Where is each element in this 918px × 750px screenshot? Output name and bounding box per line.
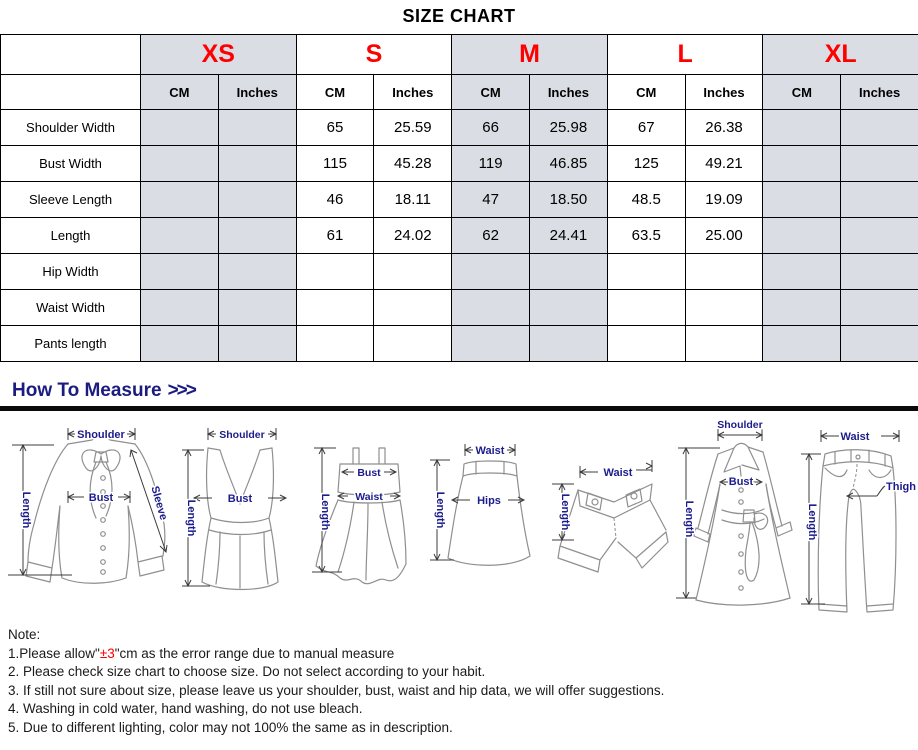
label-bust: Bust: [88, 492, 114, 504]
label-length: Length: [20, 491, 32, 529]
unit-header: Inches: [530, 75, 608, 110]
note-line-1: 1.Please allow"±3"cm as the error range due to manual measure: [8, 645, 395, 661]
cell: [218, 182, 296, 218]
cell: [841, 326, 918, 362]
how-to-measure-heading: [12, 380, 918, 402]
cell: [685, 326, 763, 362]
unit-header: Inches: [685, 75, 763, 110]
size-col-header-xl: XL: [763, 35, 918, 75]
cell: 19.09: [685, 182, 763, 218]
cell: [763, 218, 841, 254]
cell: [218, 146, 296, 182]
cell: [141, 182, 219, 218]
row-label: Hip Width: [1, 254, 141, 290]
cell: 125: [607, 146, 685, 182]
row-label: Length: [1, 218, 141, 254]
cell: [841, 182, 918, 218]
cell: 48.5: [607, 182, 685, 218]
label-length: Length: [683, 500, 695, 538]
corner-cell: [1, 75, 141, 110]
shorts-drawing: [540, 420, 670, 616]
label-waist: Waist: [355, 491, 383, 503]
row-label: Shoulder Width: [1, 110, 141, 146]
size-chart-table: [0, 34, 918, 362]
divider-line: [0, 406, 918, 411]
chevron-right-icon: >>>: [167, 380, 195, 401]
cell: [685, 254, 763, 290]
cell: [530, 326, 608, 362]
size-col-header-m: M: [452, 35, 608, 75]
label-hips: Hips: [477, 495, 501, 507]
cell: [607, 290, 685, 326]
cell: 67: [607, 110, 685, 146]
label-waist: Waist: [603, 467, 633, 479]
unit-header-row: [1, 75, 918, 110]
figure-blouse: [6, 420, 178, 621]
label-length: Length: [185, 499, 197, 537]
unit-header: CM: [141, 75, 219, 110]
cell: 61: [296, 218, 374, 254]
notes-heading: Note:: [8, 627, 41, 642]
cell: [374, 326, 452, 362]
coat-drawing: [660, 414, 800, 619]
cell: 25.98: [530, 110, 608, 146]
unit-header: Inches: [841, 75, 918, 110]
cell: 25.00: [685, 218, 763, 254]
unit-header: CM: [452, 75, 530, 110]
cell: 119: [452, 146, 530, 182]
cell: [607, 326, 685, 362]
label-shoulder: Shoulder: [77, 429, 125, 441]
cell: 18.11: [374, 182, 452, 218]
cell: 24.41: [530, 218, 608, 254]
cell: 24.02: [374, 218, 452, 254]
cell: [218, 218, 296, 254]
cell: [763, 182, 841, 218]
cell: 46: [296, 182, 374, 218]
label-bust: Bust: [728, 476, 754, 488]
cell: 65: [296, 110, 374, 146]
page-title: SIZE CHART: [402, 6, 516, 26]
table-row: [1, 146, 918, 182]
unit-header: Inches: [218, 75, 296, 110]
cell: [141, 326, 219, 362]
label-waist: Waist: [475, 445, 505, 457]
cell: 45.28: [374, 146, 452, 182]
label-length: Length: [434, 491, 446, 529]
jeans-drawing: [795, 414, 918, 619]
cell: [452, 290, 530, 326]
cell: 49.21: [685, 146, 763, 182]
cell: [841, 254, 918, 290]
unit-header: Inches: [374, 75, 452, 110]
cell: [218, 326, 296, 362]
cell: [530, 254, 608, 290]
note-line-5: 5. Due to different lighting, color may not 100% the same as in description.: [8, 719, 453, 735]
cell: [141, 254, 219, 290]
note-line-4: 4. Washing in cold water, hand washing, do not use bleach.: [8, 701, 363, 717]
cell: [141, 290, 219, 326]
cell: [763, 254, 841, 290]
cell: [218, 110, 296, 146]
figure-skirt: [428, 420, 536, 621]
unit-header: CM: [296, 75, 374, 110]
cell: [218, 290, 296, 326]
figure-jeans: [795, 414, 918, 624]
cell: 115: [296, 146, 374, 182]
cell: [374, 290, 452, 326]
how-to-measure-figures: [0, 414, 918, 620]
table-row: [1, 218, 918, 254]
label-thigh: Thigh: [886, 481, 916, 493]
note-line-2: 2. Please check size chart to choose size. Do not select according to your habit.: [8, 664, 486, 680]
blouse-drawing: [6, 420, 178, 616]
unit-header: CM: [607, 75, 685, 110]
label-shoulder: Shoulder: [717, 419, 763, 431]
label-length: Length: [806, 503, 818, 541]
cell: [841, 290, 918, 326]
figure-coat: [660, 414, 800, 624]
cell: 63.5: [607, 218, 685, 254]
table-row: [1, 326, 918, 362]
label-bust: Bust: [357, 467, 381, 479]
size-col-header-xs: XS: [141, 35, 297, 75]
row-label: Waist Width: [1, 290, 141, 326]
cell: 62: [452, 218, 530, 254]
figure-shorts: [540, 420, 670, 621]
cell: 26.38: [685, 110, 763, 146]
cell: [685, 290, 763, 326]
cell: [296, 254, 374, 290]
heading-text: How To Measure: [12, 380, 162, 401]
cell: 47: [452, 182, 530, 218]
label-bust: Bust: [227, 493, 253, 505]
tank-top-drawing: [180, 420, 300, 616]
cell: [141, 110, 219, 146]
cell: [841, 146, 918, 182]
size-col-header-l: L: [607, 35, 763, 75]
cell: [607, 254, 685, 290]
cell: [763, 146, 841, 182]
figure-dress: [302, 420, 420, 621]
row-label: Pants length: [1, 326, 141, 362]
label-shoulder: Shoulder: [219, 429, 265, 441]
size-header-row: [1, 35, 918, 75]
cell: [141, 218, 219, 254]
notes-section: [8, 626, 918, 738]
row-label: Sleeve Length: [1, 182, 141, 218]
cell: [841, 110, 918, 146]
label-sleeve: Sleeve: [148, 484, 170, 522]
cell: [841, 218, 918, 254]
dress-drawing: [302, 420, 420, 616]
error-range-value: ±3: [99, 645, 115, 661]
cell: [141, 146, 219, 182]
cell: [763, 290, 841, 326]
corner-cell: [1, 35, 141, 75]
cell: 66: [452, 110, 530, 146]
label-length: Length: [319, 493, 331, 531]
cell: [452, 326, 530, 362]
cell: [218, 254, 296, 290]
table-row: [1, 110, 918, 146]
row-label: Bust Width: [1, 146, 141, 182]
size-col-header-s: S: [296, 35, 452, 75]
cell: 18.50: [530, 182, 608, 218]
note-line-3: 3. If still not sure about size, please leave us your shoulder, bust, waist and hip data, we will offer suggestions.: [8, 682, 665, 698]
label-length: Length: [559, 493, 571, 531]
cell: [296, 290, 374, 326]
unit-header: CM: [763, 75, 841, 110]
cell: [296, 326, 374, 362]
cell: [374, 254, 452, 290]
figure-tank-top: [180, 420, 300, 621]
cell: [452, 254, 530, 290]
cell: [763, 110, 841, 146]
cell: [530, 290, 608, 326]
cell: [763, 326, 841, 362]
label-waist: Waist: [840, 431, 870, 443]
skirt-drawing: [428, 420, 536, 616]
table-row: [1, 254, 918, 290]
cell: 46.85: [530, 146, 608, 182]
cell: 25.59: [374, 110, 452, 146]
table-row: [1, 290, 918, 326]
table-row: [1, 182, 918, 218]
